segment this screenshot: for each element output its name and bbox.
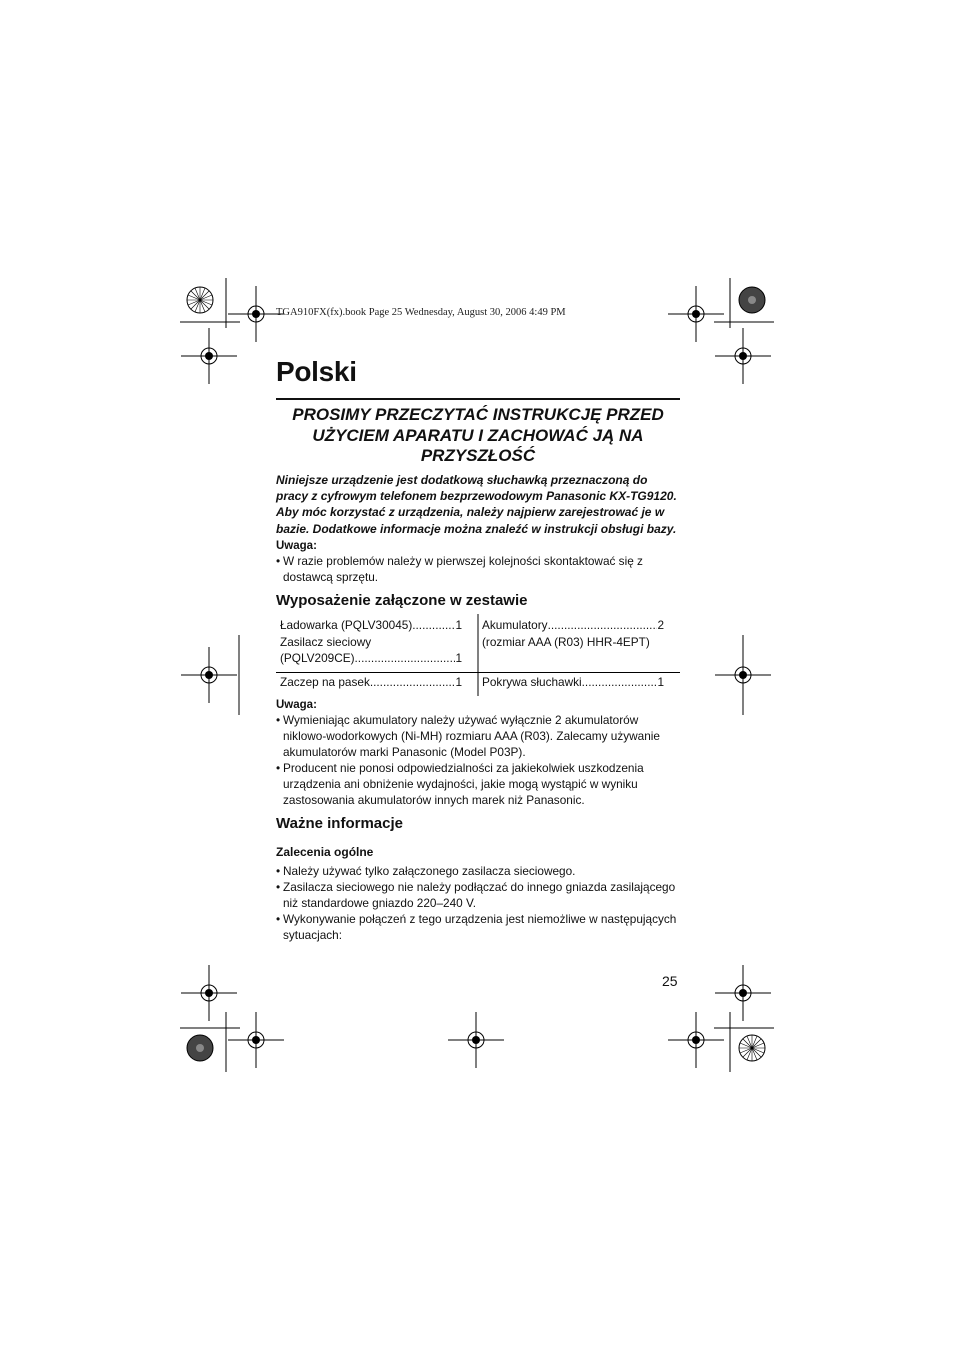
accessory-batteries xyxy=(482,617,664,633)
warning-line: PROSIMY PRZECZYTAĆ INSTRUKCJĘ PRZED xyxy=(292,405,664,424)
general-subheading: Zalecenia ogólne xyxy=(276,845,374,859)
accessory-label: Zaczep na pasek xyxy=(280,675,370,689)
warning-heading xyxy=(276,405,680,467)
list-item: • Wykonywanie połączeń z tego urządzenia jest niemożliwe w następujących sytuacjach: xyxy=(276,911,680,943)
accessory-qty: 1 xyxy=(455,618,462,632)
accessory-qty: 1 xyxy=(657,675,664,689)
page-title: Polski xyxy=(276,356,357,387)
general-list xyxy=(276,863,680,943)
accessory-adaptor xyxy=(280,650,462,666)
book-header: TGA910FX(fx).book Page 25 Wednesday, August 30, 2006 4:49 PM xyxy=(276,307,566,318)
accessory-belt-clip xyxy=(280,674,462,690)
accessory-label: (PQLV209CE) xyxy=(280,651,355,665)
page-number: 25 xyxy=(662,973,678,989)
list-item: • Należy używać tylko załączonego zasilacza sieciowego. xyxy=(276,863,680,879)
accessory-qty: 1 xyxy=(455,675,462,689)
accessory-adaptor-line: Zasilacz sieciowy xyxy=(280,635,372,649)
accessories-heading: Wyposażenie załączone w zestawie xyxy=(276,592,528,609)
title-divider xyxy=(276,398,680,400)
accessory-batteries-line: (rozmiar AAA (R03) HHR-4EPT) xyxy=(482,635,650,649)
accessory-qty: 2 xyxy=(657,618,664,632)
accessory-qty: 1 xyxy=(455,651,462,665)
note-item: • W razie problemów należy w pierwszej kolejności skontaktować się z dostawcą sprzętu. xyxy=(276,553,680,585)
warning-line: PRZYSZŁOŚĆ xyxy=(420,446,536,465)
note-label: Uwaga: xyxy=(276,699,317,711)
intro-paragraph: Niniejsze urządzenie jest dodatkową słuchawką przeznaczoną do pracy z cyfrowym telefonem bezprzewodowym Panasonic KX-TG9120. Aby móc korzystać z urządzenia, należy najpierw zarejestrować je w bazie. Dodatkowe informacje można znaleźć w instrukcji obsługi bazy. xyxy=(276,473,677,536)
note-label: Uwaga: xyxy=(276,540,317,552)
accessory-label: Akumulatory xyxy=(482,618,548,632)
accessory-label: Ładowarka (PQLV30045) xyxy=(280,618,413,632)
warning-line: UŻYCIEM APARATU I ZACHOWAĆ JĄ NA xyxy=(312,425,644,445)
note-item: • Producent nie ponosi odpowiedzialności za jakiekolwiek uszkodzenia urządzenia ani obniżenie wydajności, jakie mogą wystąpić w wyniku zastosowania akumulatorów innych marek niż Panasonic. xyxy=(276,760,680,808)
note-block-2 xyxy=(276,699,680,808)
important-heading: Ważne informacje xyxy=(276,815,403,832)
accessory-charger xyxy=(280,617,462,633)
note-item: • Wymieniając akumulatory należy używać wyłącznie 2 akumulatorów niklowo-wodorkowych (Ni-MH) rozmiaru AAA (R03). Zalecamy używanie akumulatorów marki Panasonic (Model P03P). xyxy=(276,712,680,760)
accessory-label: Pokrywa słuchawki xyxy=(482,675,582,689)
accessory-cover xyxy=(482,674,664,690)
note-block-1 xyxy=(276,540,680,585)
list-item: • Zasilacza sieciowego nie należy podłączać do innego gniazda zasilającego niż standardowe gniazdo 220–240 V. xyxy=(276,879,680,911)
accessories-table xyxy=(276,614,680,696)
